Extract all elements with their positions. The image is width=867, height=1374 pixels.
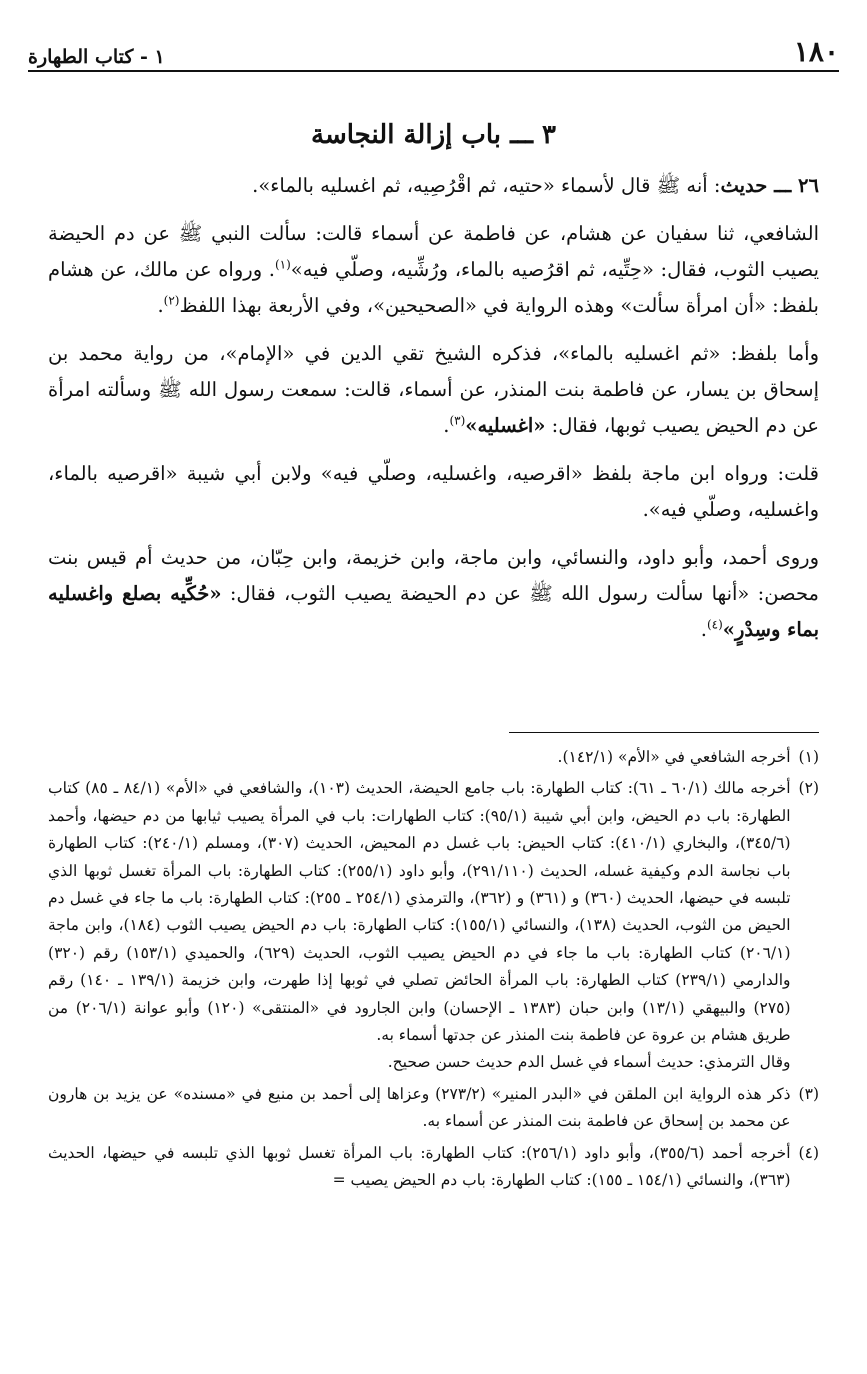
footnote-text: أخرجه مالك (٦٠/١ ـ ٦١): كتاب الطهارة: باب جامع الحيضة، الحديث (١٠٣)، والشافعي في «الأم» (٨٤/١ ـ ٨٥) كتاب الطهارة: باب دم الحيض، وابن أبي شيبة (٩٥/١): كتاب الطهارات: باب في المرأة يصيب ثيابها من دم حيضها، وأحمد (٣٤٥/٦)، والبخاري (٤١٠/١): كتاب الحيض: باب غسل دم المحيض، الحديث (٣٠٧)، ومسلم (٢٤٠/١): كتاب الطهارة باب نجاسة الدم وكيفية غسله، الحديث (٢٩١/١١٠)، وأبو داود (٢٥٥/١): كتاب الطهارة: باب المرأة تغسل ثوبها الذي تلبسه في حيضها، الحديث (٣٦٠) و (٣٦١) و (٣٦٢)، والترمذي (٢٥٤/١ ـ ٢٥٥): كتاب الطهارة: باب ما جاء في غسل دم الحيض من الثوب، الحديث (١٣٨)، والنسائي (١٥٥/١): كتاب الطهارة: باب دم الحيض يصيب الثوب (١٨٤)، وابن ماجة (٢٠٦/١) كتاب الطهارة: باب ما جاء في دم الحيض يصيب الثوب، الحديث (٦٢٩)، والحميدي (١٥٣/١) رقم (٣٢٠) والدارمي (٢٣٩/١) كتاب الطهارة: باب المرأة الحائض تصلي في ثوبها إذا طهرت، وابن خزيمة (١٣٩/١ ـ ١٤٠) رقم (٢٧٥) والبيهقي (١٣/١) وابن حبان (١٣٨٣ ـ الإحسان) وابن الجارود في «المنتقى» (١٢٠) وأبو عوانة (٢٠٦/١) من طريق هشام بن عروة عن فاطمة بنت المنذر عن جدتها أسماء به.: [48, 779, 791, 1045]
paragraph-2-text: وأما بلفظ: «ثم اغسليه بالماء»، فذكره الشيخ تقي الدين في «الإمام»، من رواية محمد بن إسحاق بن يسار، عن فاطمة بنت المنذر، عن أسماء، قالت: سمعت رسول الله ﷺ وسألته امرأة عن دم الحيض يصيب ثوبها، فقال:: [48, 342, 819, 437]
hadith-heading: ٢٦ ـــ حديث: [720, 174, 819, 197]
page-number: ١٨٠: [793, 35, 839, 68]
paragraph-4-end: .: [700, 618, 707, 641]
footnote-text: ذكر هذه الرواية ابن الملقن في «البدر المنير» (٢٧٣/٢) وعزاها إلى أحمد بن منيع في «مسنده» عن يزيد بن هارون عن محمد بن إسحاق عن فاطمة بنت المنذر عن أسماء به.: [48, 1084, 791, 1131]
footnote-ref-2: (٢): [163, 293, 180, 308]
footnote-number: (١): [798, 748, 819, 766]
running-title: ١ - كتاب الطهارة: [28, 46, 165, 68]
paragraph-4: [48, 540, 819, 648]
paragraph-2-bold: «اغسليه»: [465, 414, 546, 437]
footnote: [48, 775, 819, 1076]
footnote-number: (٣): [798, 1084, 819, 1103]
footnote-text: أخرجه أحمد (٣٥٥/٦)، وأبو داود (٢٥٦/١): كتاب الطهارة: باب المرأة تغسل ثوبها الذي تلبسه في حيضها، الحديث (٣٦٣)، والنسائي (١٥٤/١ ـ ١٥٥): كتاب الطهارة: باب دم الحيض يصيب =: [48, 1143, 791, 1190]
footnote-number: (٢): [798, 779, 819, 798]
paragraph-2: [48, 336, 819, 444]
paragraph-1-rest: . ورواه عن مالك، عن هشام بلفظ: «أن امرأة سألت» وهذه الرواية في «الصحيحين»، وفي الأربعة بهذا اللفظ: [48, 258, 819, 317]
paragraph-4-text: وروى أحمد، وأبو داود، والنسائي، وابن ماجة، وابن خزيمة، وابن حِبّان، من حديث أم قيس بنت محصن: «أنها سألت رسول الله ﷺ عن دم الحيضة يصيب الثوب، فقال:: [48, 546, 819, 605]
page-header: [28, 34, 839, 68]
hadith-paragraph: [48, 168, 819, 204]
hadith-text: : أنه ﷺ قال لأسماء «حتيه، ثم اقْرُصِيه، ثم اغسليه بالماء».: [252, 174, 721, 197]
paragraph-1: [48, 216, 819, 324]
footnote-ref-4: (٤): [706, 617, 723, 632]
paragraph-3: قلت: ورواه ابن ماجة بلفظ «اقرصيه، واغسليه، وصلّي فيه» ولابن أبي شيبة «اقرصيه بالماء، واغسليه، وصلّي فيه».: [48, 462, 819, 521]
footnote-number: (٤): [798, 1143, 819, 1162]
chapter-title: ٣ ـــ باب إزالة النجاسة: [311, 120, 556, 150]
footnotes: [48, 744, 819, 1199]
footnote: [48, 744, 819, 771]
footnote: [48, 1081, 819, 1136]
footnote-extra-text: وقال الترمذي: حديث أسماء في غسل الدم حديث حسن صحيح.: [387, 1053, 791, 1072]
footnote-ref-1: (١): [274, 257, 291, 272]
main-text: [48, 168, 819, 660]
footnote: [48, 1140, 819, 1195]
paragraph-1-text: الشافعي، ثنا سفيان عن هشام، عن فاطمة عن أسماء قالت: سألت النبي ﷺ عن دم الحيضة يصيب الثوب، فقال: «حِتِّيه، ثم اقرُصيه بالماء، ورُشِّيه، وصلّي فيه»: [48, 222, 819, 281]
paragraph-1-end: .: [157, 294, 164, 317]
header-rule: [28, 70, 839, 72]
paragraph-2-end: .: [443, 414, 450, 437]
footnote-text: أخرجه الشافعي في «الأم» (١٤٢/١).: [557, 748, 791, 766]
footnote-ref-3: (٣): [449, 413, 466, 428]
footnotes-rule: [509, 732, 819, 733]
paragraph-4-bold: «حُكِّيه بصلع واغسليه بماء وسِدْرٍ»: [48, 582, 819, 641]
